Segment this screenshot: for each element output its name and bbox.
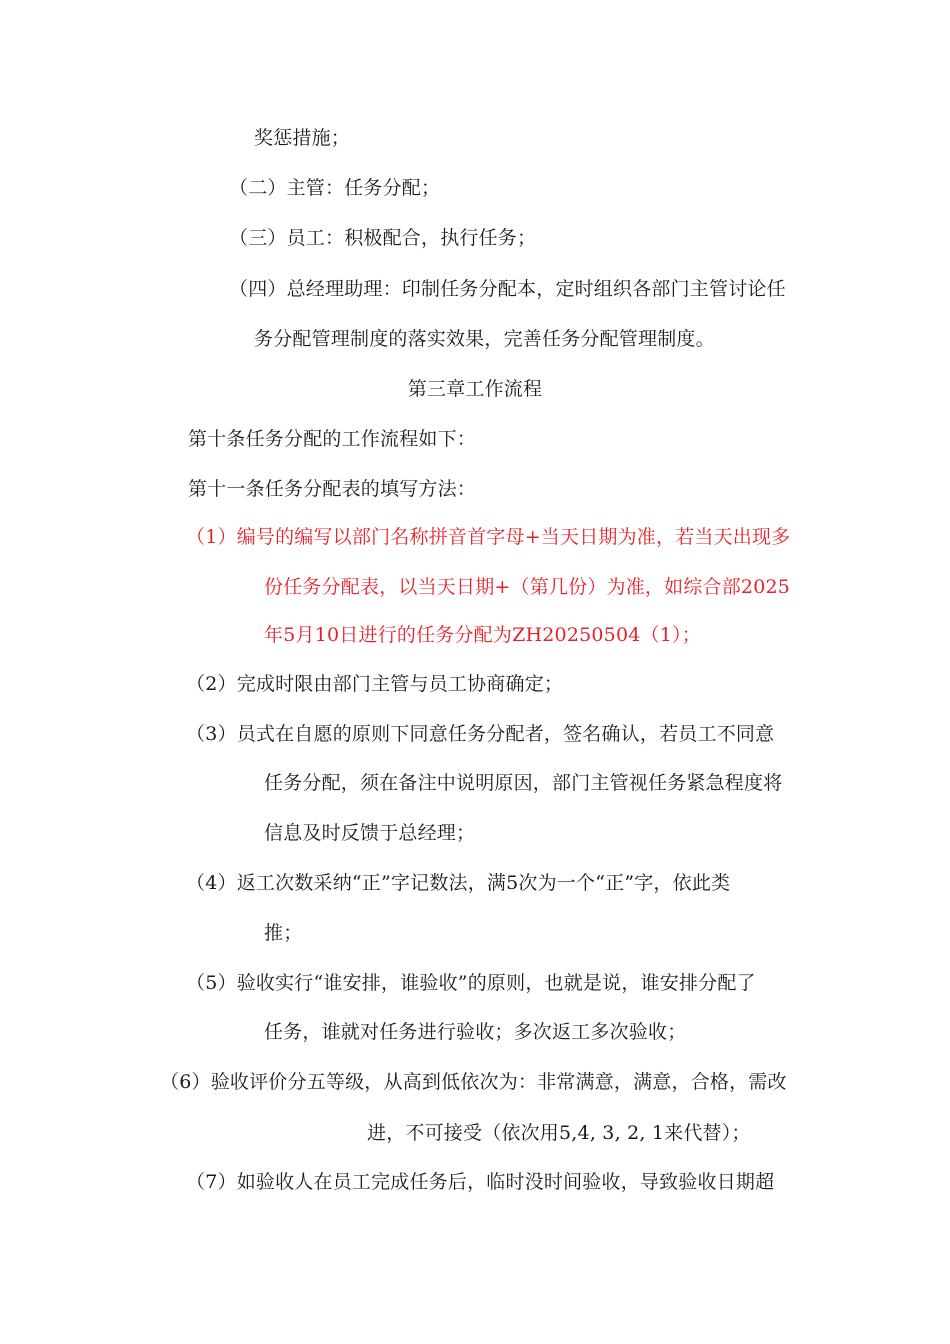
text-line: （6）验收评价分五等级，从高到低依次为：非常满意，满意，合格，需改 — [160, 1071, 787, 1093]
highlighted-line: 年5月10日进行的任务分配为ZH20250504（1）； — [264, 624, 701, 646]
text-line: 任务，谁就对任务进行验收；多次返工多次验收； — [264, 1021, 687, 1043]
highlighted-line: （1）编号的编写以部门名称拼音首字母+当天日期为准，若当天出现多 — [186, 526, 791, 548]
text-line: （4）返工次数采纳“正”字记数法，满5次为一个“正”字，依此类 — [186, 872, 731, 894]
text-line: 进，不可接受（依次用5,4, 3, 2, 1来代替）； — [367, 1122, 751, 1144]
highlighted-line: 份任务分配表，以当天日期+（第几份）为准，如综合部2025 — [264, 576, 791, 598]
text-line: 务分配管理制度的落实效果，完善任务分配管理制度。 — [254, 328, 715, 350]
text-line: 第十一条任务分配表的填写方法： — [188, 478, 477, 500]
text-line: （2）完成时限由部门主管与员工协商确定； — [186, 673, 564, 695]
text-line: （二）主管：任务分配； — [229, 177, 441, 199]
text-line: 第十条任务分配的工作流程如下： — [188, 428, 477, 450]
chapter-heading: 第三章工作流程 — [407, 378, 543, 400]
text-line: 信息及时反馈于总经理； — [264, 822, 476, 844]
text-line: 奖惩措施； — [254, 127, 351, 149]
text-line: （四）总经理助理：印制任务分配本，定时组织各部门主管讨论任 — [229, 278, 786, 300]
text-line: 任务分配，须在备注中说明原因，部门主管视任务紧急程度将 — [264, 772, 783, 794]
text-line: （7）如验收人在员工完成任务后，临时没时间验收，导致验收日期超 — [186, 1171, 775, 1193]
text-line: （3）员式在自愿的原则下同意任务分配者，签名确认，若员工不同意 — [186, 723, 775, 745]
text-line: （5）验收实行“谁安排，谁验收”的原则，也就是说，谁安排分配了 — [186, 972, 756, 994]
text-line: 推； — [264, 922, 303, 944]
text-line: （三）员工：积极配合，执行任务； — [229, 227, 537, 249]
